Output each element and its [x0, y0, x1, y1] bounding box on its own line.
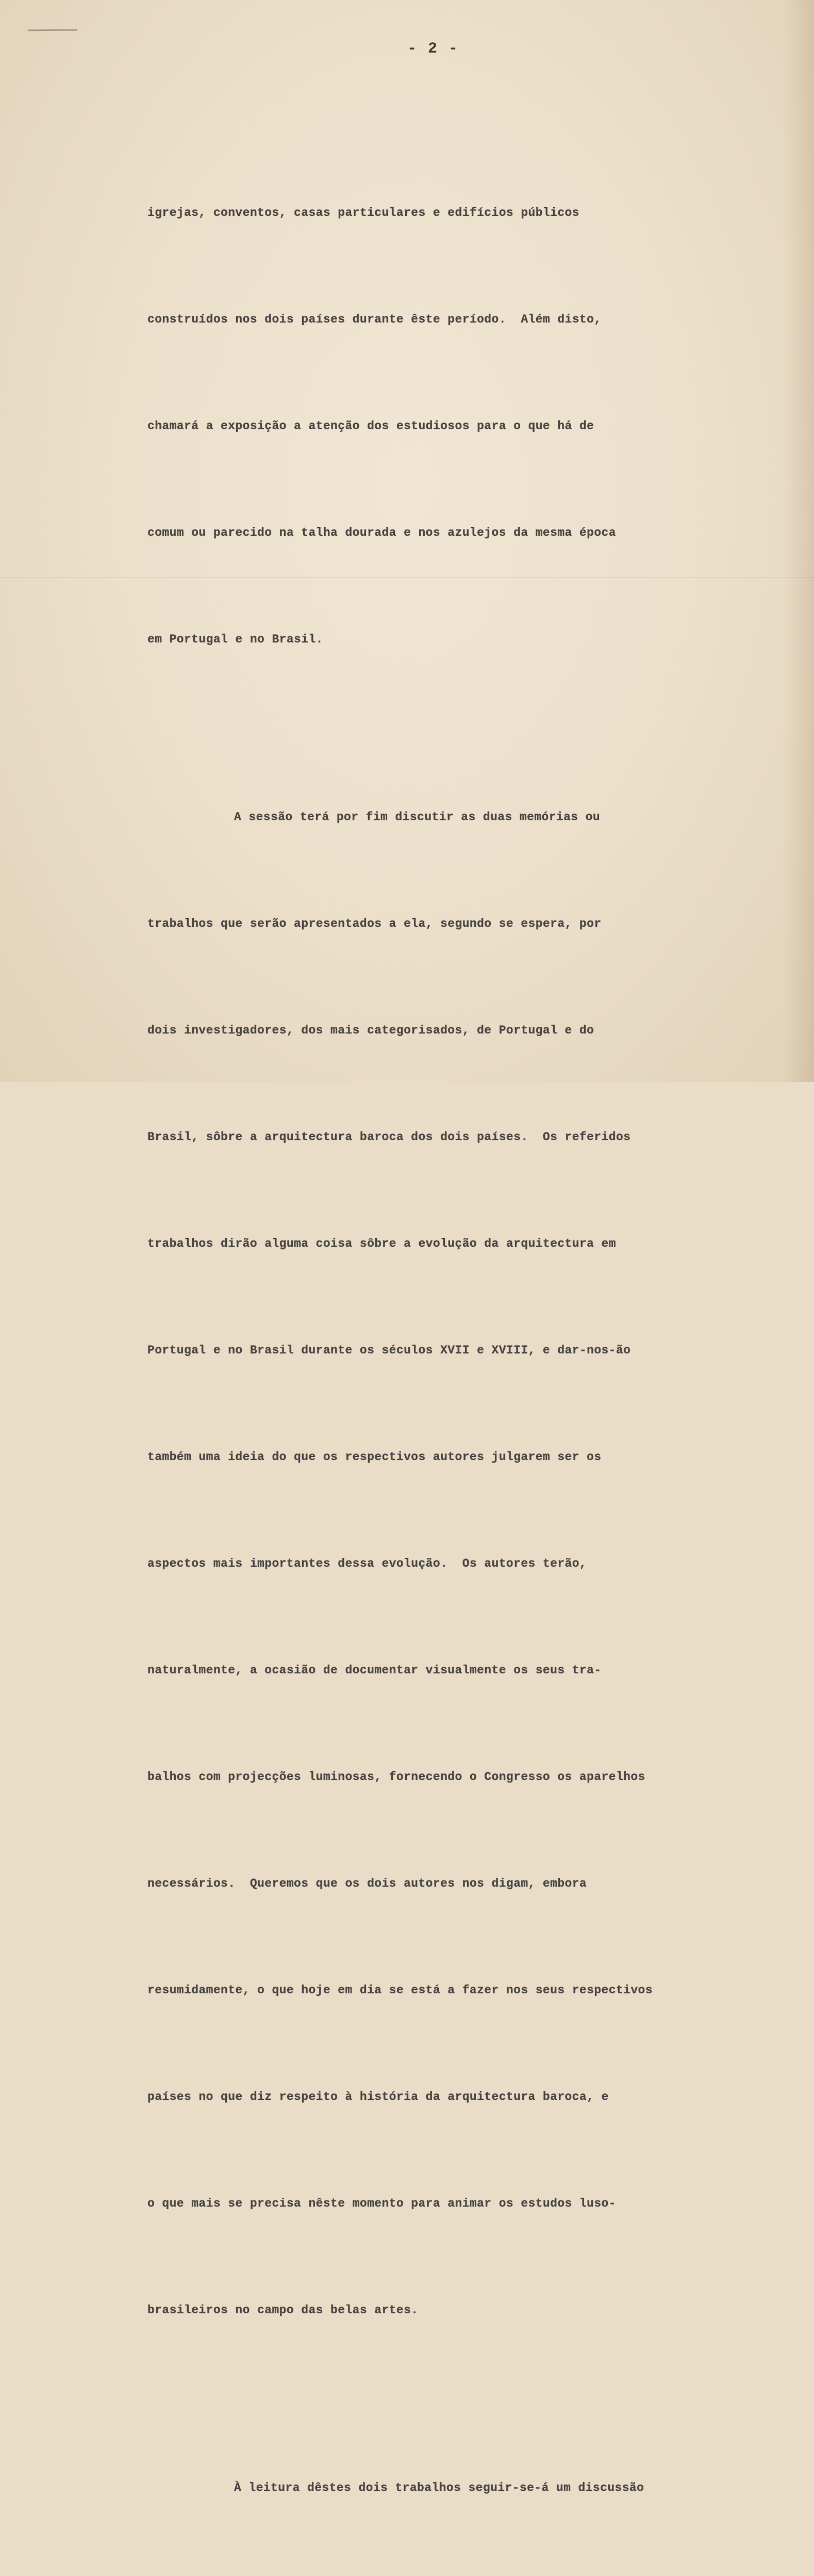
text-line: aspectos mais importantes dessa evolução. Os autores terão,	[147, 1557, 587, 1570]
text-line: comum ou parecido na talha dourada e nos azulejos da mesma época	[147, 526, 616, 539]
text-line: brasileiros no campo das belas artes.	[147, 2303, 419, 2317]
text-line: em Portugal e no Brasil.	[147, 633, 323, 646]
page-number: - 2 -	[407, 40, 459, 58]
body-text	[147, 89, 745, 2576]
text-line: países no que diz respeito à história da arquitectura baroca, e	[147, 2090, 609, 2104]
text-line: igrejas, conventos, casas particulares e edifícios públicos	[147, 206, 579, 219]
text-line: necessários. Queremos que os dois autores nos digam, embora	[147, 1877, 587, 1890]
ink-tick-mark	[28, 29, 77, 31]
text-line: naturalmente, a ocasião de documentar visualmente os seus tra-	[147, 1664, 602, 1677]
text-line: resumidamente, o que hoje em dia se está a fazer nos seus respectivos	[147, 1984, 653, 1997]
text-line: trabalhos dirão alguma coisa sôbre a evolução da arquitectura em	[147, 1237, 616, 1250]
text-line: balhos com projecções luminosas, fornecendo o Congresso os aparelhos	[147, 1770, 645, 1784]
text-line: dois investigadores, dos mais categorisados, de Portugal e do	[147, 1024, 594, 1037]
text-line: também uma ideia do que os respectivos autores julgarem ser os	[147, 1450, 602, 1464]
text-line: Brasil, sôbre a arquitectura baroca dos dois países. Os referidos	[147, 1130, 631, 1144]
text-line: o que mais se precisa nêste momento para animar os estudos luso-	[147, 2197, 616, 2210]
text-line: À leitura dêstes dois trabalhos seguir-se-á um discussão	[234, 2481, 644, 2495]
text-line: trabalhos que serão apresentados a ela, segundo se espera, por	[147, 917, 602, 930]
text-line: A sessão terá por fim discutir as duas memórias ou	[234, 810, 601, 824]
page-edge-shadow	[783, 0, 814, 1082]
text-line: Portugal e no Brasil durante os séculos XVII e XVIII, e dar-nos-ão	[147, 1344, 631, 1357]
text-line: chamará a exposição a atenção dos estudiosos para o que há de	[147, 419, 594, 433]
text-line: construídos nos dois países durante êste período. Além disto,	[147, 313, 602, 326]
